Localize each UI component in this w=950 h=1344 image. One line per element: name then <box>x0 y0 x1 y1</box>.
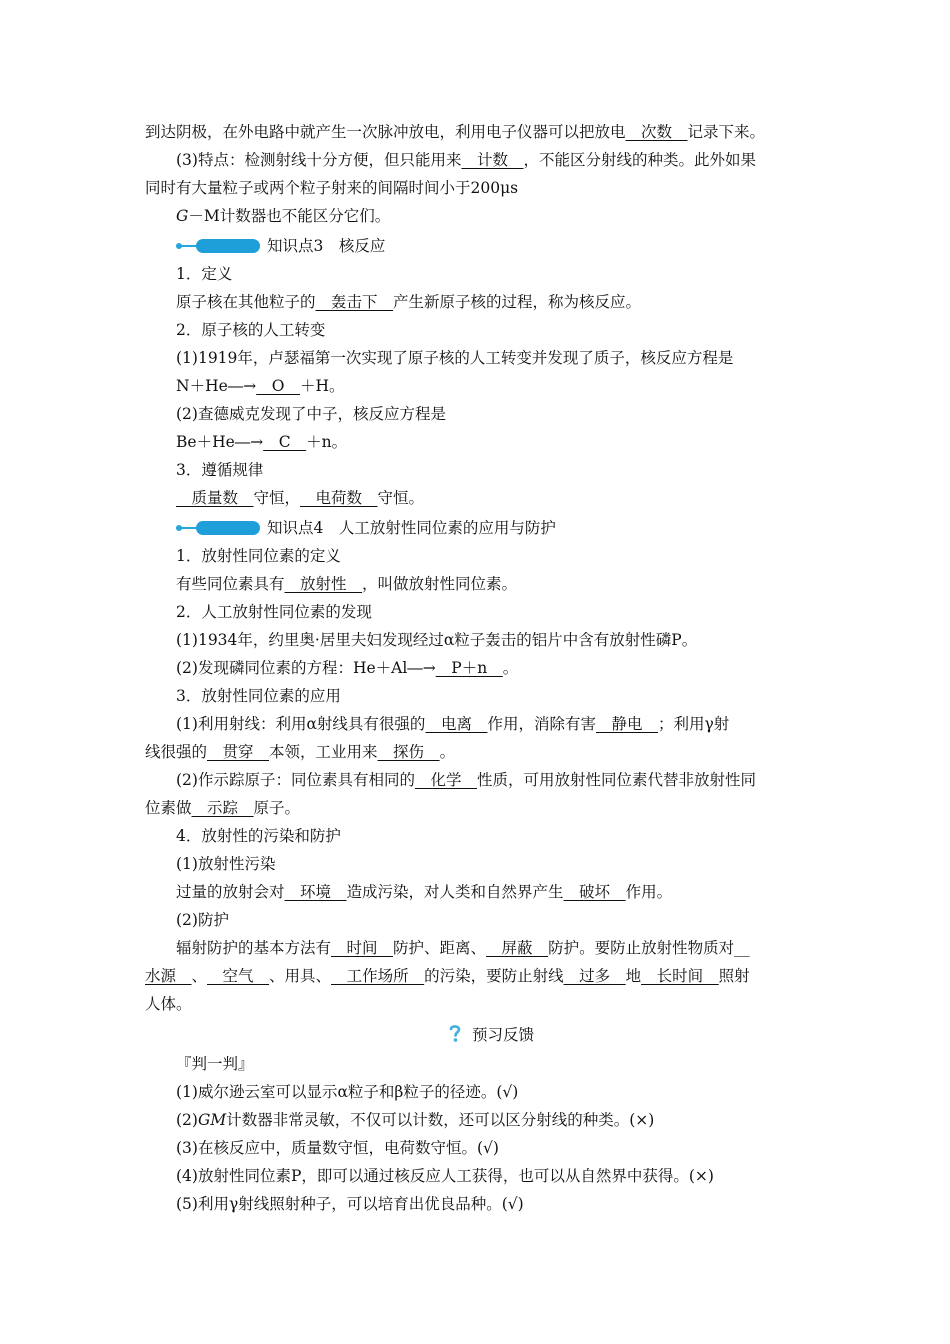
text-segment: 造成污染，对人类和自然界产生 <box>346 883 564 901</box>
text-segment: 2．原子核的人工转变 <box>176 321 326 339</box>
text-line-l20 <box>176 712 856 736</box>
text-line-l11 <box>176 430 856 454</box>
text-segment: (3)特点：检测射线十分方便，但只能用来 <box>176 151 462 169</box>
text-line-l15 <box>176 572 856 596</box>
text-segment: 1．定义 <box>176 265 233 283</box>
text-segment: 原子核在其他粒子的 <box>176 293 316 311</box>
text-segment: －M计数器也不能区分它们。 <box>188 207 391 225</box>
text-line-l36 <box>176 1192 856 1216</box>
text-segment: GM <box>197 1111 227 1129</box>
text-line-l2 <box>176 148 856 172</box>
answer-blank: __静电__ <box>595 715 658 733</box>
answer-blank: __放射性__ <box>284 575 363 593</box>
text-line-l18 <box>176 656 856 680</box>
text-segment: 有些同位素具有 <box>176 575 285 593</box>
text-segment: 到达阴极，在外电路中就产生一次脉冲放电，利用电子仪器可以把放电 <box>145 123 626 141</box>
text-segment: 人体。 <box>145 995 192 1013</box>
text-line-l27 <box>176 908 856 932</box>
answer-blank: __破坏__ <box>563 883 626 901</box>
heading-pill-icon <box>196 239 260 253</box>
text-line-l29 <box>145 964 825 988</box>
text-segment: 性质，可用放射性同位素代替非放射性同 <box>476 771 756 789</box>
text-segment: (1)1934年，约里奥·居里夫妇发现经过α粒子轰击的铝片中含有放射性磷P。 <box>176 631 698 649</box>
text-line-l31 <box>176 1052 856 1076</box>
text-line-l3 <box>145 176 825 200</box>
feedback-title: 预习反馈 <box>472 1026 535 1044</box>
text-segment: (5)利用γ射线照射种子，可以培育出优良品种。(√) <box>176 1195 524 1213</box>
text-segment: 3．遵循规律 <box>176 461 264 479</box>
text-segment: (4)放射性同位素P，即可以通过核反应人工获得，也可以从自然界中获得。(×) <box>176 1167 714 1185</box>
text-segment: 地 <box>625 967 642 985</box>
answer-blank: __P＋n__ <box>435 659 503 677</box>
question-mark-icon <box>448 1023 462 1043</box>
text-segment: (1)威尔逊云室可以显示α粒子和β粒子的径迹。(√) <box>176 1083 519 1101</box>
answer-blank: __探伤__ <box>377 743 440 761</box>
text-segment: 产生新原子核的过程，称为核反应。 <box>393 293 642 311</box>
text-line-l5 <box>176 262 856 286</box>
answer-blank: __过多__ <box>563 967 626 985</box>
knowledge-point-label: 知识点3 核反应 <box>267 237 386 255</box>
text-line-l30 <box>145 992 825 1016</box>
text-line-l12 <box>176 458 856 482</box>
text-segment: (2)作示踪原子：同位素具有相同的 <box>176 771 415 789</box>
text-line-l16 <box>176 600 856 624</box>
text-segment: ＋H。 <box>299 377 345 395</box>
text-segment: 守恒， <box>253 489 301 507</box>
text-segment: (2)防护 <box>176 911 229 929</box>
text-segment: G <box>176 207 189 225</box>
heading-pill-icon <box>196 521 260 535</box>
answer-blank: 水源__ <box>145 967 192 985</box>
text-segment: 守恒。 <box>377 489 425 507</box>
text-segment: 位素做 <box>145 799 192 817</box>
answer-blank: __C__ <box>263 433 307 451</box>
text-line-l33 <box>176 1108 856 1132</box>
text-segment: (2) <box>176 1111 198 1129</box>
text-segment: 辐射防护的基本方法有 <box>176 939 332 957</box>
text-line-l13 <box>176 486 856 510</box>
answer-blank: __示踪__ <box>191 799 254 817</box>
text-segment: (2)查德威克发现了中子，核反应方程是 <box>176 405 446 423</box>
text-segment: 、 <box>191 967 208 985</box>
text-segment: 作用，消除有害 <box>487 715 596 733</box>
heading-dot-icon <box>176 525 182 531</box>
text-segment: 照射 <box>718 967 750 985</box>
text-line-l7 <box>176 318 856 342</box>
text-segment: 1．放射性同位素的定义 <box>176 547 341 565</box>
text-segment: 。 <box>439 743 456 761</box>
text-line-l4 <box>176 204 856 228</box>
text-segment: (1)1919年，卢瑟福第一次实现了原子核的人工转变并发现了质子，核反应方程是 <box>176 349 734 367</box>
answer-blank: __次数__ <box>625 123 688 141</box>
text-line-l6 <box>176 290 856 314</box>
text-segment: ，叫做放射性同位素。 <box>362 575 518 593</box>
text-line-l32 <box>176 1080 856 1104</box>
text-segment: 『判一判』 <box>176 1055 254 1073</box>
text-segment: (1)放射性污染 <box>176 855 276 873</box>
text-line-l8 <box>176 346 856 370</box>
text-line-l9 <box>176 374 856 398</box>
answer-blank: __工作场所__ <box>331 967 425 985</box>
text-segment: 的污染，要防止射线 <box>424 967 564 985</box>
text-segment: 过量的放射会对 <box>176 883 285 901</box>
text-line-l24 <box>176 824 856 848</box>
answer-blank: __环境__ <box>284 883 347 901</box>
text-line-l34 <box>176 1136 856 1160</box>
heading-dot-icon <box>176 243 182 249</box>
answer-blank: __屏蔽__ <box>486 939 549 957</box>
text-segment: 2．人工放射性同位素的发现 <box>176 603 372 621</box>
text-segment: 计数器非常灵敏，不仅可以计数，还可以区分射线的种类。(×) <box>226 1111 655 1129</box>
answer-blank: __电离__ <box>425 715 488 733</box>
answer-blank: __电荷数__ <box>300 489 378 507</box>
text-segment: 、用具、 <box>269 967 332 985</box>
text-segment: 防护、距离、 <box>393 939 487 957</box>
text-line-l17 <box>176 628 856 652</box>
text-segment: N＋He―→ <box>176 377 257 395</box>
text-segment: 3．放射性同位素的应用 <box>176 687 341 705</box>
text-line-l25 <box>176 852 856 876</box>
knowledge-point-label: 知识点4 人工放射性同位素的应用与防护 <box>267 519 556 537</box>
answer-blank: __长时间__ <box>641 967 719 985</box>
text-segment: 4．放射性的污染和防护 <box>176 827 341 845</box>
answer-blank: __贯穿__ <box>207 743 270 761</box>
text-segment: 同时有大量粒子或两个粒子射来的间隔时间小于200μs <box>145 179 519 197</box>
text-segment: 原子。 <box>253 799 301 817</box>
answer-blank: __化学__ <box>414 771 477 789</box>
preview-feedback-heading <box>448 1022 534 1048</box>
text-line-l21 <box>145 740 825 764</box>
text-segment: ；利用γ射 <box>657 715 730 733</box>
text-segment: (2)发现磷同位素的方程：He＋Al―→ <box>176 659 436 677</box>
text-line-l28 <box>176 936 856 960</box>
text-segment: ，不能区分射线的种类。此外如果 <box>523 151 756 169</box>
text-line-l23 <box>145 796 825 820</box>
text-segment: 线很强的 <box>145 743 208 761</box>
text-line-l26 <box>176 880 856 904</box>
answer-blank: __质量数__ <box>176 489 254 507</box>
text-segment: ＋n。 <box>306 433 348 451</box>
text-segment: 作用。 <box>625 883 673 901</box>
text-segment: 记录下来。 <box>687 123 766 141</box>
text-segment: (1)利用射线：利用α射线具有很强的 <box>176 715 426 733</box>
text-line-l10 <box>176 402 856 426</box>
answer-blank: __计数__ <box>461 151 524 169</box>
text-line-l14 <box>176 544 856 568</box>
text-line-l35 <box>176 1164 856 1188</box>
answer-blank: __O__ <box>256 377 300 395</box>
text-segment: Be＋He―→ <box>176 433 264 451</box>
text-segment: 本领，工业用来 <box>269 743 378 761</box>
answer-blank: __时间__ <box>331 939 394 957</box>
text-segment: 防护。要防止放射性物质对__ <box>548 939 750 957</box>
answer-blank: __空气__ <box>207 967 270 985</box>
text-line-l19 <box>176 684 856 708</box>
text-line-l22 <box>176 768 856 792</box>
text-line-l1 <box>145 120 825 144</box>
text-segment: 。 <box>502 659 519 677</box>
text-segment: (3)在核反应中，质量数守恒，电荷数守恒。(√) <box>176 1139 499 1157</box>
answer-blank: __轰击下__ <box>315 293 394 311</box>
